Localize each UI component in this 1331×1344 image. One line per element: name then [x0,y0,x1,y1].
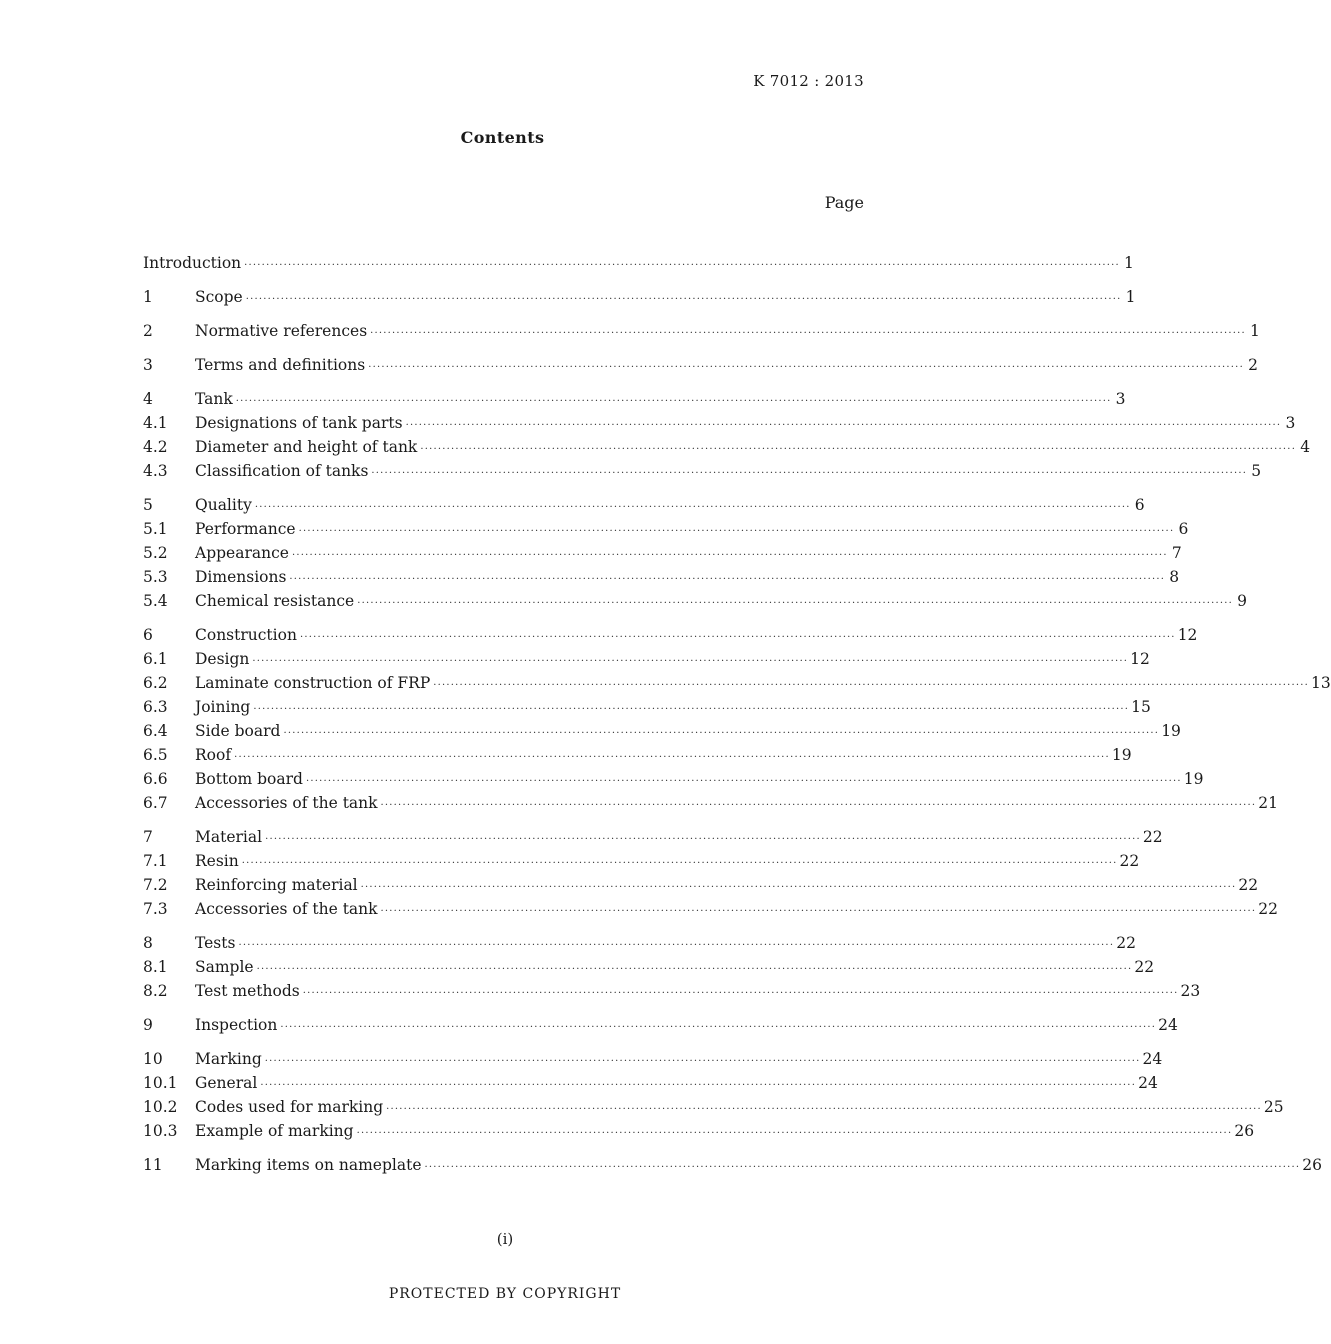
toc-entry-page: 23 [1180,982,1201,1000]
toc-entry-page: 24 [1158,1016,1178,1034]
toc-entry[interactable] [143,414,1296,438]
toc-entry-number: 7.3 [143,900,168,918]
toc-entry-number: 6 [143,626,153,644]
page-column-label: Page [824,193,864,212]
toc-entry-page: 22 [1142,828,1163,846]
toc-entry-page: 19 [1183,770,1204,788]
toc-dot-leader: ········································································································································································································ [370,328,1246,339]
toc-entry-label: Scope [195,288,243,306]
toc-entry-label: Introduction [143,254,242,272]
toc-entry[interactable] [143,496,1145,520]
toc-entry-label: Joining [195,698,251,716]
toc-entry-number: 6.3 [143,698,168,716]
toc-entry-number: 8 [143,934,153,952]
toc-entry-number: 3 [143,356,153,374]
toc-dot-leader: ········································································································································································································ [360,882,1237,893]
toc-dot-leader: ········································································································································································································ [238,940,1115,951]
toc-entry-label: Codes used for marking [195,1098,384,1116]
toc-dot-leader: ········································································································································································································ [380,906,1257,917]
toc-entry-number: 5 [143,496,153,514]
toc-entry-page: 22 [1258,900,1279,918]
toc-dot-leader: ········································································································································································································ [291,550,1168,561]
toc-entry-number: 4.3 [143,462,168,480]
toc-entry-label: Bottom board [195,770,303,788]
toc-entry-number: 5.3 [143,568,168,586]
toc-entry-page: 3 [1115,390,1126,408]
page-folio: (i) [496,1230,514,1248]
toc-entry-page: 1 [1124,254,1134,272]
toc-entry[interactable] [143,592,1247,616]
table-of-contents [143,254,1331,1190]
standard-code: K 7012 : 2013 [753,72,864,90]
toc-dot-leader: ········································································································································································································ [234,752,1110,763]
toc-entry-number: 8.1 [143,958,168,976]
toc-dot-leader: ········································································································································································································ [260,1080,1137,1091]
toc-entry-number: 4 [143,390,153,408]
toc-entry[interactable] [143,722,1181,746]
toc-group [143,1156,1322,1180]
toc-group [143,390,1311,486]
toc-entry-label: Reinforcing material [195,876,358,894]
toc-entry-label: Tests [195,934,236,952]
toc-entry-page: 22 [1134,958,1155,976]
toc-entry-number: 6.6 [143,770,168,788]
toc-dot-leader: ········································································································································································································ [252,656,1129,667]
toc-entry-page: 8 [1169,568,1180,586]
toc-entry[interactable] [143,1016,1178,1040]
toc-dot-leader: ········································································································································································································ [280,1022,1157,1033]
toc-entry[interactable] [143,544,1182,568]
toc-dot-leader: ········································································································································································································ [253,704,1130,715]
toc-dot-leader: ········································································································································································································ [368,362,1244,373]
toc-entry-number: 8.2 [143,982,168,1000]
toc-entry[interactable] [143,1156,1322,1180]
toc-entry-page: 19 [1111,746,1132,764]
toc-dot-leader: ········································································································································································································ [289,574,1166,585]
toc-entry[interactable] [143,322,1260,346]
toc-entry-page: 22 [1116,934,1136,952]
toc-entry-label: Marking [195,1050,262,1068]
toc-entry[interactable] [143,288,1136,312]
toc-entry-page: 7 [1171,544,1182,562]
toc-entry-label: Normative references [195,322,368,340]
toc-entry[interactable] [143,254,1134,278]
toc-group [143,828,1279,924]
toc-entry-label: Resin [195,852,239,870]
toc-entry[interactable] [143,698,1151,722]
toc-entry-page: 22 [1119,852,1140,870]
toc-dot-leader: ········································································································································································································ [305,776,1182,787]
toc-entry-number: 6.4 [143,722,168,740]
toc-entry-label: Appearance [195,544,289,562]
toc-dot-leader: ········································································································································································································ [245,294,1122,305]
toc-dot-leader: ········································································································································································································ [386,1104,1262,1115]
toc-entry-label: Chemical resistance [195,592,355,610]
toc-entry[interactable] [143,520,1189,544]
toc-entry-page: 26 [1234,1122,1255,1140]
toc-entry-label: Performance [195,520,296,538]
toc-entry-page: 3 [1285,414,1296,432]
toc-dot-leader: ········································································································································································································ [405,420,1282,431]
toc-entry-number: 5.4 [143,592,168,610]
toc-entry-label: Material [195,828,263,846]
toc-entry-number: 9 [143,1016,153,1034]
toc-entry[interactable] [143,876,1259,900]
toc-entry-number: 7.2 [143,876,168,894]
toc-entry-number: 7 [143,828,153,846]
toc-group [143,1016,1178,1040]
toc-entry-label: Designations of tank parts [195,414,403,432]
toc-entry[interactable] [143,982,1201,1006]
toc-entry-number: 10.1 [143,1074,178,1092]
toc-entry-page: 25 [1263,1098,1284,1116]
toc-entry-number: 11 [143,1156,163,1174]
toc-entry-label: Roof [195,746,232,764]
toc-entry-page: 6 [1134,496,1145,514]
toc-entry-number: 4.1 [143,414,168,432]
toc-group [143,1050,1284,1146]
toc-entry-number: 5.2 [143,544,168,562]
toc-entry-label: Sample [195,958,254,976]
toc-entry-label: Accessories of the tank [195,794,378,812]
toc-entry-number: 6.5 [143,746,168,764]
toc-entry[interactable] [143,958,1155,982]
toc-dot-leader: ········································································································································································································ [298,526,1175,537]
toc-entry-page: 22 [1238,876,1259,894]
toc-dot-leader: ········································································································································································································ [356,1128,1233,1139]
toc-entry-label: Example of marking [195,1122,354,1140]
toc-entry[interactable] [143,934,1136,958]
toc-entry-page: 5 [1251,462,1262,480]
toc-dot-leader: ········································································································································································································ [371,468,1248,479]
toc-dot-leader: ········································································································································································································ [264,1056,1141,1067]
toc-entry[interactable] [143,626,1198,650]
toc-entry-label: Accessories of the tank [195,900,378,918]
toc-entry[interactable] [143,568,1180,592]
toc-entry[interactable] [143,1074,1158,1098]
toc-entry-number: 2 [143,322,153,340]
toc-entry[interactable] [143,794,1279,818]
toc-dot-leader: ········································································································································································································ [380,800,1257,811]
toc-dot-leader: ········································································································································································································ [299,632,1176,643]
toc-dot-leader: ········································································································································································································ [357,598,1233,609]
toc-dot-leader: ········································································································································································································ [424,1162,1301,1173]
toc-entry-number: 10 [143,1050,163,1068]
toc-entry-label: Design [195,650,250,668]
toc-dot-leader: ········································································································································································································ [433,680,1310,691]
toc-entry-label: Terms and definitions [195,356,366,374]
toc-entry-label: Dimensions [195,568,287,586]
toc-entry-label: Test methods [195,982,300,1000]
toc-entry[interactable] [143,650,1150,674]
toc-entry-page: 21 [1258,794,1279,812]
toc-entry-page: 26 [1302,1156,1322,1174]
toc-entry-page: 15 [1131,698,1151,716]
toc-entry[interactable] [143,674,1331,698]
toc-dot-leader: ········································································································································································································ [256,964,1133,975]
toc-entry[interactable] [143,852,1140,876]
toc-entry[interactable] [143,356,1258,380]
toc-group [143,496,1247,616]
toc-entry-page: 1 [1250,322,1260,340]
toc-entry[interactable] [143,1098,1284,1122]
toc-entry-label: Construction [195,626,297,644]
toc-entry-number: 10.3 [143,1122,178,1140]
toc-dot-leader: ········································································································································································································ [420,444,1297,455]
toc-entry-number: 7.1 [143,852,168,870]
toc-entry-label: Tank [195,390,233,408]
toc-entry-page: 19 [1161,722,1181,740]
toc-dot-leader: ········································································································································································································ [302,988,1179,999]
toc-dot-leader: ········································································································································································································ [241,858,1118,869]
toc-entry-label: General [195,1074,258,1092]
toc-group [143,288,1136,312]
toc-entry-page: 13 [1311,674,1331,692]
page-title: Contents [460,128,545,147]
toc-group [143,356,1258,380]
toc-entry[interactable] [143,390,1126,414]
toc-entry-page: 24 [1142,1050,1163,1068]
toc-group [143,626,1331,818]
toc-entry[interactable] [143,462,1262,486]
toc-entry[interactable] [143,900,1279,924]
toc-entry-label: Side board [195,722,281,740]
toc-entry-page: 4 [1300,438,1311,456]
toc-entry-number: 6.7 [143,794,168,812]
toc-entry-number: 10.2 [143,1098,178,1116]
toc-entry-number: 6.2 [143,674,168,692]
toc-dot-leader: ········································································································································································································ [244,260,1120,271]
toc-entry-number: 6.1 [143,650,168,668]
toc-dot-leader: ········································································································································································································ [265,834,1141,845]
toc-dot-leader: ········································································································································································································ [254,502,1131,513]
copyright-notice: PROTECTED BY COPYRIGHT [388,1286,622,1302]
toc-entry-number: 4.2 [143,438,168,456]
toc-group [143,322,1260,346]
toc-entry[interactable] [143,770,1204,794]
toc-entry-label: Classification of tanks [195,462,369,480]
toc-entry-page: 2 [1248,356,1258,374]
toc-entry[interactable] [143,746,1132,770]
toc-entry-number: 1 [143,288,153,306]
toc-entry-page: 12 [1177,626,1198,644]
toc-entry-page: 1 [1125,288,1136,306]
toc-entry-label: Laminate construction of FRP [195,674,431,692]
toc-group [143,254,1134,278]
toc-dot-leader: ········································································································································································································ [235,396,1112,407]
toc-dot-leader: ········································································································································································································ [283,728,1160,739]
toc-entry-label: Quality [195,496,252,514]
toc-entry-page: 24 [1138,1074,1158,1092]
toc-entry[interactable] [143,1050,1163,1074]
toc-entry-label: Inspection [195,1016,278,1034]
toc-entry-page: 12 [1130,650,1150,668]
toc-entry-page: 6 [1178,520,1189,538]
toc-entry[interactable] [143,828,1163,852]
toc-entry-label: Marking items on nameplate [195,1156,422,1174]
toc-group [143,934,1201,1006]
toc-entry-number: 5.1 [143,520,168,538]
toc-entry[interactable] [143,1122,1255,1146]
toc-entry[interactable] [143,438,1311,462]
toc-entry-label: Diameter and height of tank [195,438,418,456]
toc-entry-page: 9 [1237,592,1247,610]
